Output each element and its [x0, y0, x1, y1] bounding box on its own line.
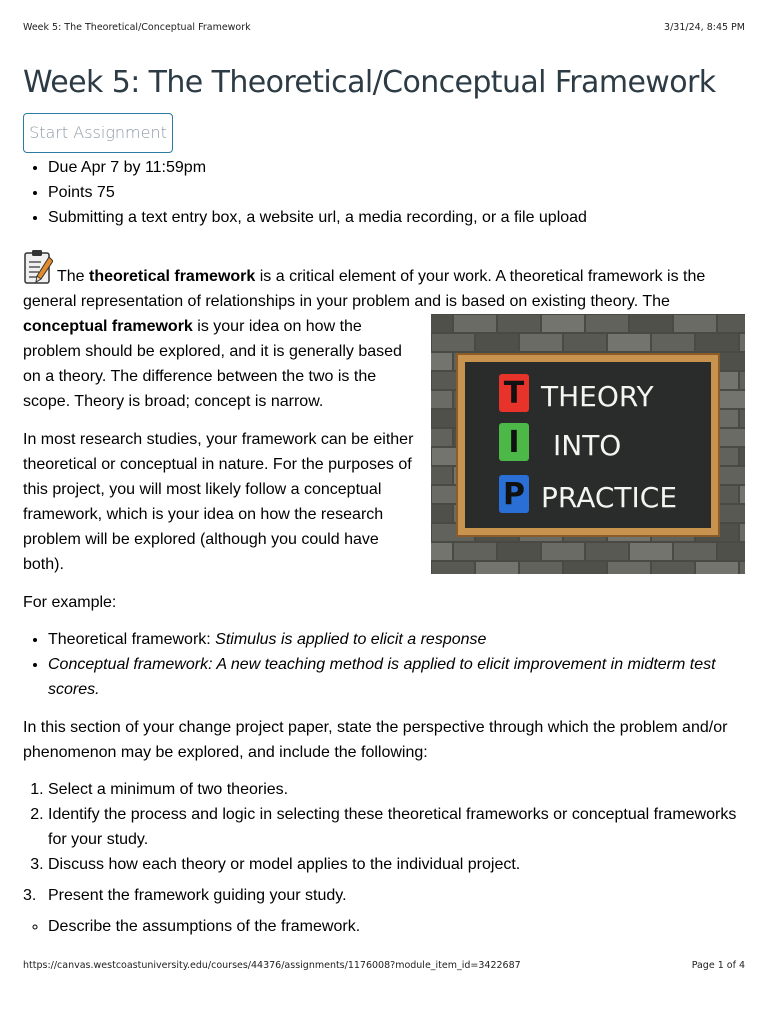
print-header [23, 22, 745, 33]
submission-types: • Submitting a text entry box, a website url, a media recording, or a file upload [48, 205, 745, 230]
brick [564, 562, 606, 574]
brick [431, 429, 452, 446]
brick [586, 315, 628, 332]
brick [431, 467, 452, 484]
print-footer [23, 960, 745, 971]
example-theoretical: • Theoretical framework: Stimulus is applied to elicit a response [48, 627, 745, 652]
term-conceptual-framework: conceptual framework [23, 318, 193, 335]
page-title: Week 5: The Theoretical/Conceptual Framework [23, 65, 716, 100]
chalk-word: INTO [553, 429, 622, 462]
brick [740, 448, 745, 465]
brick [674, 315, 716, 332]
letter-block-text: I [508, 425, 520, 460]
example-conceptual: • Conceptual framework: A new teaching method is applied to elicit improvement in midterm test scores. [48, 652, 745, 702]
print-header-datetime: 3/31/24, 8:45 PM [664, 22, 745, 33]
step-number: 3. [23, 887, 37, 904]
print-header-title: Week 5: The Theoretical/Conceptual Framework [23, 22, 251, 33]
brick [740, 524, 745, 541]
brick [630, 315, 672, 332]
sub-item: ◦ Describe the assumptions of the framework. [48, 914, 745, 939]
instructions-paragraph: In this section of your change project paper, state the perspective through which the problem and/or phenomenon may be explored, and include the following: [23, 719, 728, 761]
print-footer-page: Page 1 of 4 [691, 960, 745, 971]
brick [498, 543, 540, 560]
brick [608, 334, 650, 351]
step-item: 2. Identify the process and logic in selecting these theoretical frameworks or conceptual frameworks for your study. [48, 802, 745, 852]
brick [696, 562, 738, 574]
chalk-word: PRACTICE [541, 481, 678, 514]
brick [542, 315, 584, 332]
brick [718, 353, 745, 370]
framework-paragraph: In most research studies, your framework can be either theoretical or conceptual in nature. For the purposes of this project, you will most likely follow a conceptual framework, which is your idea on how the research problem will be explored (although you could have both). [23, 431, 414, 573]
brick [432, 334, 474, 351]
assignment-content [23, 62, 745, 939]
due-date: • Due Apr 7 by 11:59pm [48, 155, 745, 180]
brick [431, 391, 452, 408]
brick [564, 334, 606, 351]
brick [520, 562, 562, 574]
brick [476, 334, 518, 351]
brick [586, 543, 628, 560]
brick [498, 315, 540, 332]
clipboard-icon [23, 249, 53, 285]
brick [718, 429, 745, 446]
brick [431, 543, 452, 560]
example-heading: For example: [23, 594, 117, 611]
brick [431, 315, 452, 332]
brick [740, 334, 745, 351]
brick [454, 315, 496, 332]
brick [476, 562, 518, 574]
step-item-present: 3. Present the framework guiding your study. [23, 883, 745, 908]
assignment-description [23, 249, 745, 939]
letter-block-text: T [503, 376, 525, 411]
brick [542, 543, 584, 560]
brick [674, 543, 716, 560]
step-item: 3. Discuss how each theory or model applies to the individual project. [48, 852, 745, 877]
brick [431, 353, 452, 370]
assignment-details [23, 155, 745, 230]
term-theoretical-framework: theoretical framework [89, 268, 256, 285]
brick [608, 562, 650, 574]
brick [740, 410, 745, 427]
brick [740, 372, 745, 389]
brick [652, 562, 694, 574]
start-assignment-button[interactable]: Start Assignment [23, 113, 173, 153]
brick [718, 543, 745, 560]
letter-block-text: P [503, 477, 525, 512]
steps-list [23, 777, 745, 877]
brick [696, 334, 738, 351]
brick [520, 334, 562, 351]
intro-paragraph: The theoretical framework is a critical element of your work. A theoretical framework is the general representation of relationships in your problem and is based on existing theory. The T THEORY I INTO P PRACTICE conceptual framework is your idea on how the problem should be explored, and it is generally based on a theory. The difference between the two is the scope. Theory is broad; concept is narrow. [23, 249, 745, 414]
brick [740, 562, 745, 574]
brick [431, 505, 452, 522]
brick [718, 391, 745, 408]
brick [630, 543, 672, 560]
brick [454, 543, 496, 560]
sub-list [23, 914, 745, 939]
brick [652, 334, 694, 351]
points: • Points 75 [48, 180, 745, 205]
chalk-word: THEORY [541, 380, 654, 413]
brick [718, 315, 745, 332]
brick [432, 562, 474, 574]
brick [718, 467, 745, 484]
step-item: 1. Select a minimum of two theories. [48, 777, 745, 802]
theory-into-practice-image [431, 314, 745, 574]
brick [740, 486, 745, 503]
brick [718, 505, 745, 522]
example-list [23, 627, 745, 702]
print-footer-url: https://canvas.westcoastuniversity.edu/courses/44376/assignments/1176008?module_item_id=3422687 [23, 960, 521, 971]
